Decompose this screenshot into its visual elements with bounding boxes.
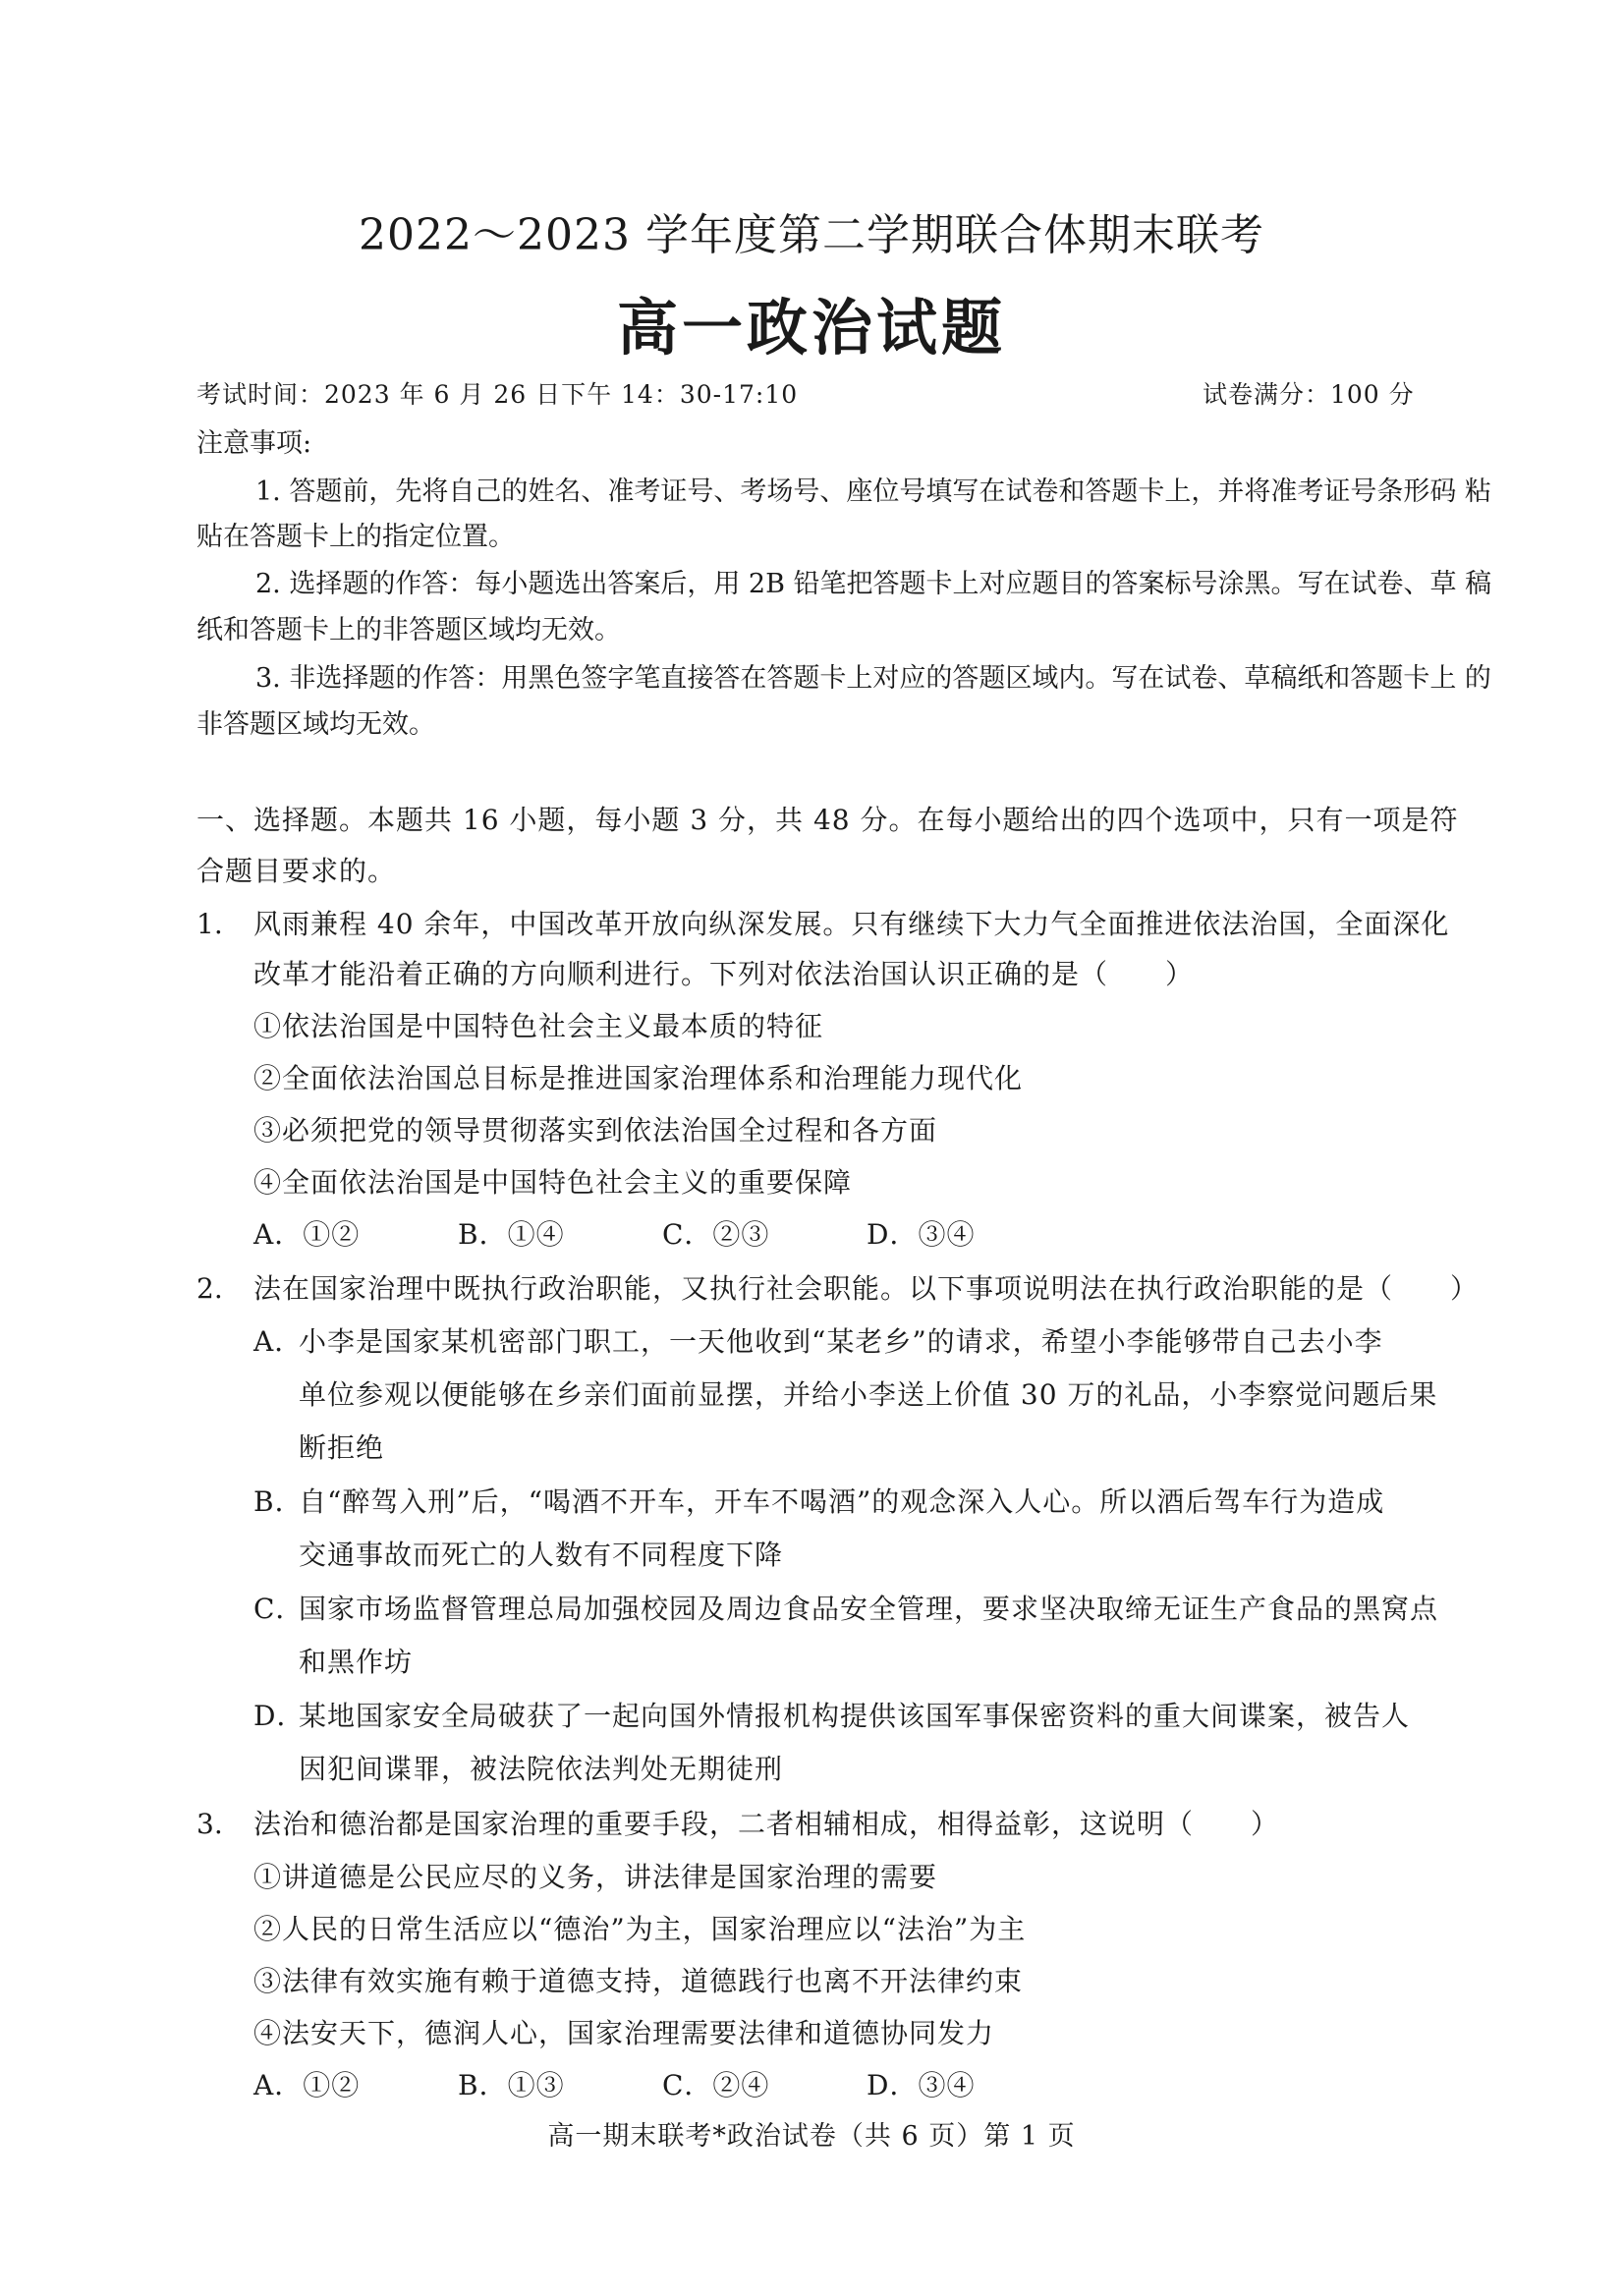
statement-item: ②全面依法治国总目标是推进国家治理体系和治理能力现代化 (253, 1062, 1024, 1094)
answer-choice: A．①② (253, 2069, 361, 2101)
subject-title: 高一政治试题 (616, 292, 1006, 364)
answer-choice: D．③④ (867, 2069, 976, 2101)
notice-item-3-line-1: 3. 非选择题的作答：用黑色签字笔直接答在答题卡上对应的答题区域内。写在试卷、草稿纸和答题卡上 的 (255, 663, 1491, 694)
notice-item-1-line-1: 1. 答题前，先将自己的姓名、准考证号、考场号、座位号填写在试卷和答题卡上，并将准考证号条形码 粘 (255, 476, 1491, 507)
answer-choice: B．①④ (458, 1218, 565, 1251)
question-number: 2. (196, 1272, 223, 1305)
option-line: 交通事故而死亡的人数有不同程度下降 (299, 1539, 784, 1571)
question-stem-line: 法治和德治都是国家治理的重要手段，二者相辅相成，相得益彰，这说明（ ） (253, 1808, 1280, 1840)
statement-item: ①依法治国是中国特色社会主义最本质的特征 (253, 1010, 824, 1042)
statement-item: ④全面依法治国是中国特色社会主义的重要保障 (253, 1166, 853, 1199)
statement-item: ③必须把党的领导贯彻落实到依法治国全过程和各方面 (253, 1114, 938, 1147)
exam-time: 考试时间：2023 年 6 月 26 日下午 14：30-17:10 (196, 380, 799, 409)
answer-choice: B．①③ (458, 2069, 565, 2101)
option-line: 某地国家安全局破获了一起向国外情报机构提供该国军事保密资料的重大间谍案，被告人 (299, 1700, 1411, 1732)
option-line: 断拒绝 (299, 1431, 385, 1464)
page-footer: 高一期末联考*政治试卷（共 6 页）第 1 页 (547, 2121, 1076, 2152)
statement-item: ①讲道德是公民应尽的义务，讲法律是国家治理的需要 (253, 1861, 938, 1893)
statement-item: ④法安天下，德润人心，国家治理需要法律和道德协同发力 (253, 2017, 995, 2049)
answer-choice: D．③④ (867, 1218, 976, 1251)
statement-item: ②人民的日常生活应以“德治”为主，国家治理应以“法治”为主 (253, 1913, 1027, 1945)
option-line: 单位参观以便能够在乡亲们面前显摆，并给小李送上价值 30 万的礼品，小李察觉问题后果 (299, 1378, 1438, 1411)
notice-item-2-line-2: 纸和答题卡上的非答题区域均无效。 (196, 615, 621, 645)
option-line: 国家市场监督管理总局加强校园及周边食品安全管理，要求坚决取缔无证生产食品的黑窝点 (299, 1593, 1439, 1625)
notice-item-2-line-1: 2. 选择题的作答：每小题选出答案后，用 2B 铅笔把答题卡上对应题目的答案标号涂黑。写在试卷、草 稿 (255, 569, 1492, 599)
question-stem-line: 改革才能沿着正确的方向顺利进行。下列对依法治国认识正确的是（ ） (253, 958, 1195, 990)
question-number: 1. (196, 908, 223, 940)
notice-item-3-line-2: 非答题区域均无效。 (196, 709, 435, 740)
statement-item: ③法律有效实施有赖于道德支持，道德践行也离不开法律约束 (253, 1965, 1024, 1997)
option-line: 因犯间谍罪，被法院依法判处无期徒刑 (299, 1753, 784, 1785)
answer-choices (253, 1215, 975, 1255)
option-line: 和黑作坊 (299, 1646, 414, 1678)
notice-item-1-line-2: 贴在答题卡上的指定位置。 (196, 522, 515, 552)
answer-choice: C．②④ (662, 2069, 770, 2101)
notice-heading: 注意事项: (196, 428, 312, 459)
question-stem-line: 法在国家治理中既执行政治职能，又执行社会职能。以下事项说明法在执行政治职能的是（ ） (253, 1272, 1480, 1305)
answer-choice: C．②③ (662, 1218, 770, 1251)
option-label: B． (253, 1485, 304, 1518)
option-line: 自“醉驾入刑”后，“喝酒不开车，开车不喝酒”的观念深入人心。所以酒后驾车行为造成 (299, 1485, 1385, 1518)
question-stem-line: 风雨兼程 40 余年，中国改革开放向纵深发展。只有继续下大力气全面推进依法治国，全面深化 (253, 908, 1450, 940)
option-label: A． (253, 1325, 304, 1358)
full-score: 试卷满分：100 分 (1203, 380, 1415, 409)
option-label: C． (253, 1593, 305, 1625)
option-label: D． (253, 1700, 306, 1732)
exam-title: 2022～2023 学年度第二学期联合体期末联考 (359, 210, 1264, 260)
section-intro-line-1: 一、选择题。本题共 16 小题，每小题 3 分，共 48 分。在每小题给出的四个选项中，只有一项是符 (196, 804, 1459, 836)
option-line: 小李是国家某机密部门职工，一天他收到“某老乡”的请求，希望小李能够带自己去小李 (299, 1325, 1383, 1358)
answer-choice: A．①② (253, 1218, 361, 1251)
question-number: 3. (196, 1808, 223, 1840)
answer-choices (253, 2066, 975, 2105)
section-intro-line-2: 合题目要求的。 (196, 855, 397, 887)
